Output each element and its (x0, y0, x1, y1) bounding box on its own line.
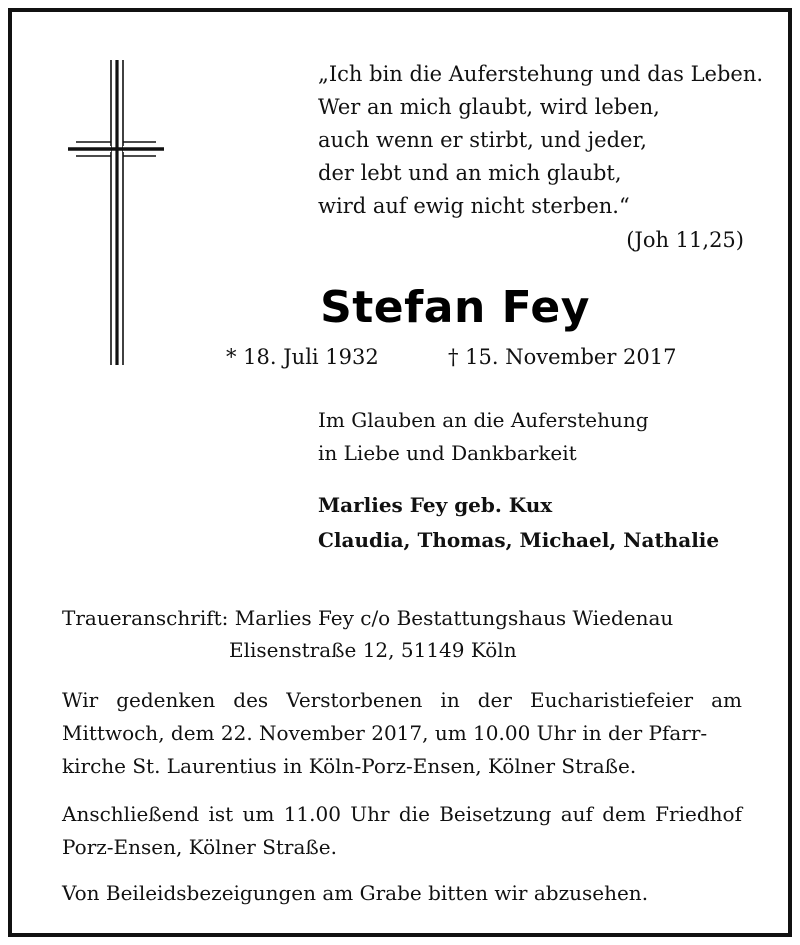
quote-line: auch wenn er stirbt, und jeder, (318, 128, 647, 152)
word: in (440, 688, 460, 712)
word: gedenken (116, 688, 216, 712)
word: Verstorbenen (286, 688, 423, 712)
quote-line: der lebt und an mich glaubt, (318, 161, 622, 185)
service-line: kirche St. Laurentius in Köln-Porz-Ensen, Kölner Straße. (62, 754, 637, 778)
word: 11.00 (283, 802, 341, 826)
dedication-line: Im Glauben an die Auferstehung (318, 408, 649, 432)
word: am (711, 688, 742, 712)
burial-line (62, 798, 742, 831)
address-line: Elisenstraße 12, 51149 Köln (229, 638, 517, 662)
burial-paragraph (62, 798, 742, 864)
address-label: Traueranschrift: (62, 606, 229, 630)
word: dem (602, 802, 646, 826)
word: Wir (62, 688, 99, 712)
service-line: Mittwoch, dem 22. November 2017, um 10.00 Uhr in der Pfarr- (62, 721, 708, 745)
death-date: † 15. November 2017 (448, 345, 677, 369)
word: Anschließend (62, 802, 200, 826)
word: ist (208, 802, 234, 826)
obituary-frame (8, 8, 792, 937)
service-paragraph (62, 684, 742, 783)
address-line: Marlies Fey c/o Bestattungshaus Wiedenau (234, 606, 674, 630)
word: um (242, 802, 275, 826)
condolence-note (62, 877, 742, 910)
word: des (233, 688, 269, 712)
burial-line: Porz-Ensen, Kölner Straße. (62, 835, 337, 859)
word: Beisetzung (439, 802, 552, 826)
mourners (318, 488, 719, 558)
verse-reference: (Joh 11,25) (626, 228, 744, 252)
bible-quote (318, 58, 764, 223)
dedication (318, 404, 649, 470)
word: die (398, 802, 430, 826)
mourner-line: Claudia, Thomas, Michael, Nathalie (318, 528, 720, 552)
birth-date: * 18. Juli 1932 (226, 345, 379, 369)
dedication-line: in Liebe und Dankbarkeit (318, 441, 577, 465)
quote-line: „Ich bin die Auferstehung und das Leben. (318, 62, 764, 86)
word: Eucharistiefeier (530, 688, 694, 712)
quote-line: wird auf ewig nicht sterben.“ (318, 194, 630, 218)
word: auf (560, 802, 593, 826)
word: Uhr (350, 802, 390, 826)
word: der (477, 688, 512, 712)
service-line (62, 684, 742, 717)
mourning-address (62, 602, 673, 666)
mourner-line: Marlies Fey geb. Kux (318, 493, 553, 517)
deceased-name: Stefan Fey (320, 282, 590, 333)
quote-line: Wer an mich glaubt, wird leben, (318, 95, 660, 119)
word: Friedhof (655, 802, 742, 826)
condolence-line: Von Beileidsbezeigungen am Grabe bitten wir abzusehen. (62, 881, 649, 905)
